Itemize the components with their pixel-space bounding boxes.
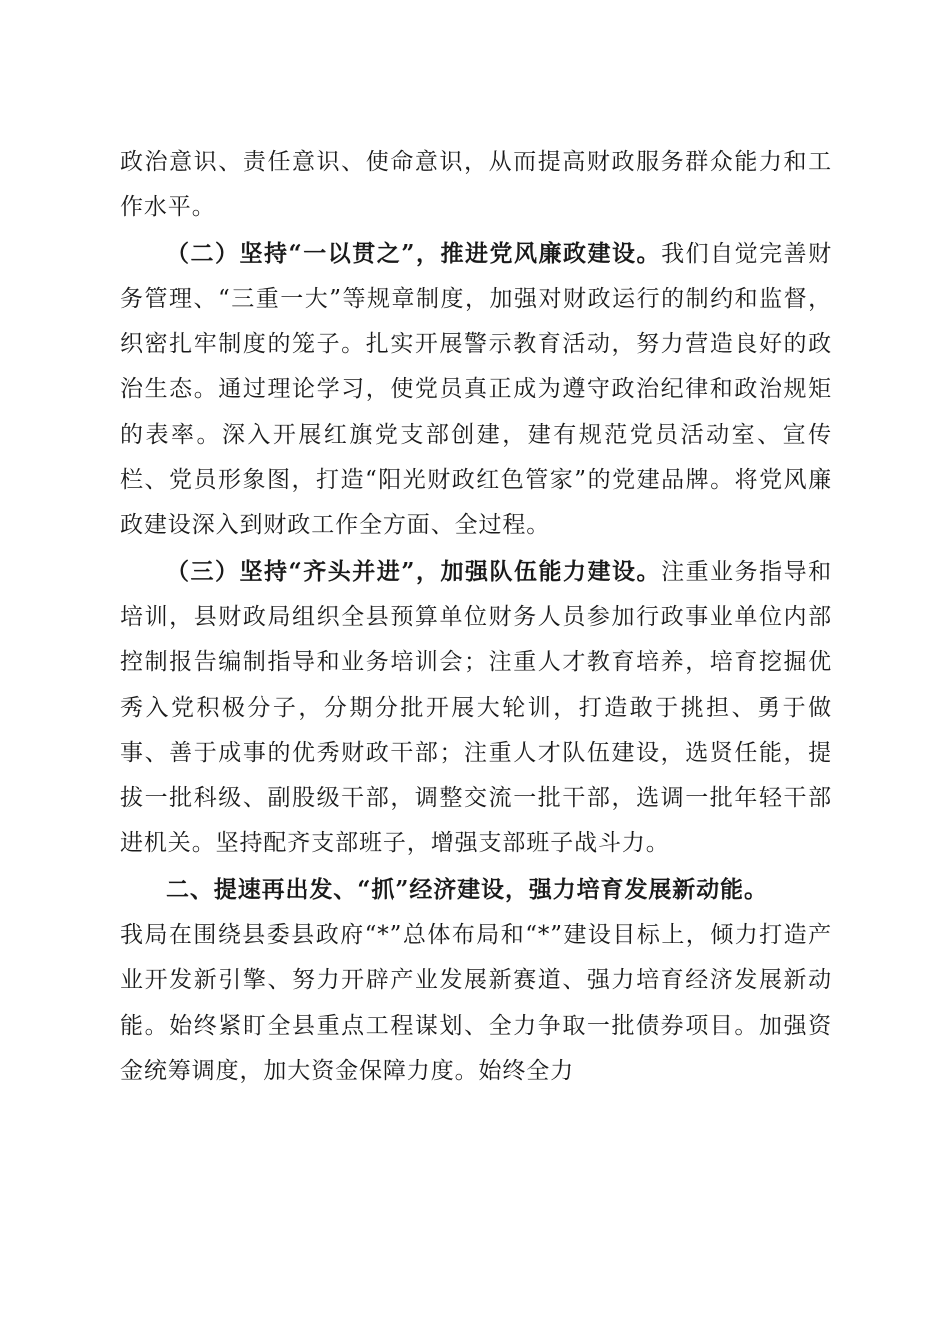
paragraph-text: 注重业务指导和培训，县财政局组织全县预算单位财务人员参加行政事业单位内部控制报告编制指导和业务培训会；注重人才教育培养，培育挖掘优秀入党积极分子，分期分批开展大轮训，打造敢于挑担、勇于做事、善于成事的优秀财政干部；注重人才队伍建设，选贤任能，提拔一批科级、副股级干部，调整交流一批干部，选调一批年轻干部进机关。坚持配齐支部班子，增强支部班子战斗力。 [120,558,832,857]
paragraph-text: 政治意识、责任意识、使命意识，从而提高财政服务群众能力和工作水平。 [120,149,832,221]
document-page [120,140,832,1094]
paragraph-party-integrity [120,231,832,549]
paragraph-text: 我们自觉完善财务管理、“三重一大”等规章制度，加强对财政运行的制约和监督，织密扎牢制度的笼子。扎实开展警示教育活动，努力营造良好的政治生态。通过理论学习，使党员真正成为遵守政治纪律和政治规矩的表率。深入开展红旗党支部创建，建有规范党员活动室、宣传栏、党员形象图，打造“阳光财政红色管家”的党建品牌。将党风廉政建设深入到财政工作全方面、全过程。 [120,240,832,539]
section-subheading: （三）坚持“齐头并进”，加强队伍能力建设。 [166,557,662,585]
section-subheading: （二）坚持“一以贯之”，推进党风廉政建设。 [166,239,662,267]
paragraph-team-building [120,549,832,867]
paragraph-continuation [120,140,832,231]
section-economy [120,867,832,913]
paragraph-text: 我局在围绕县委县政府“*”总体布局和“*”建设目标上，倾力打造产业开发新引擎、努力开辟产业发展新赛道、强力培育经济发展新动能。始终紧盯全县重点工程谋划、全力争取一批债券项目。加强资金统筹调度，加大资金保障力度。始终全力 [120,922,832,1084]
paragraph-economy-body [120,913,832,1094]
section-heading: 二、提速再出发、“抓”经济建设，强力培育发展新动能。 [166,875,768,903]
